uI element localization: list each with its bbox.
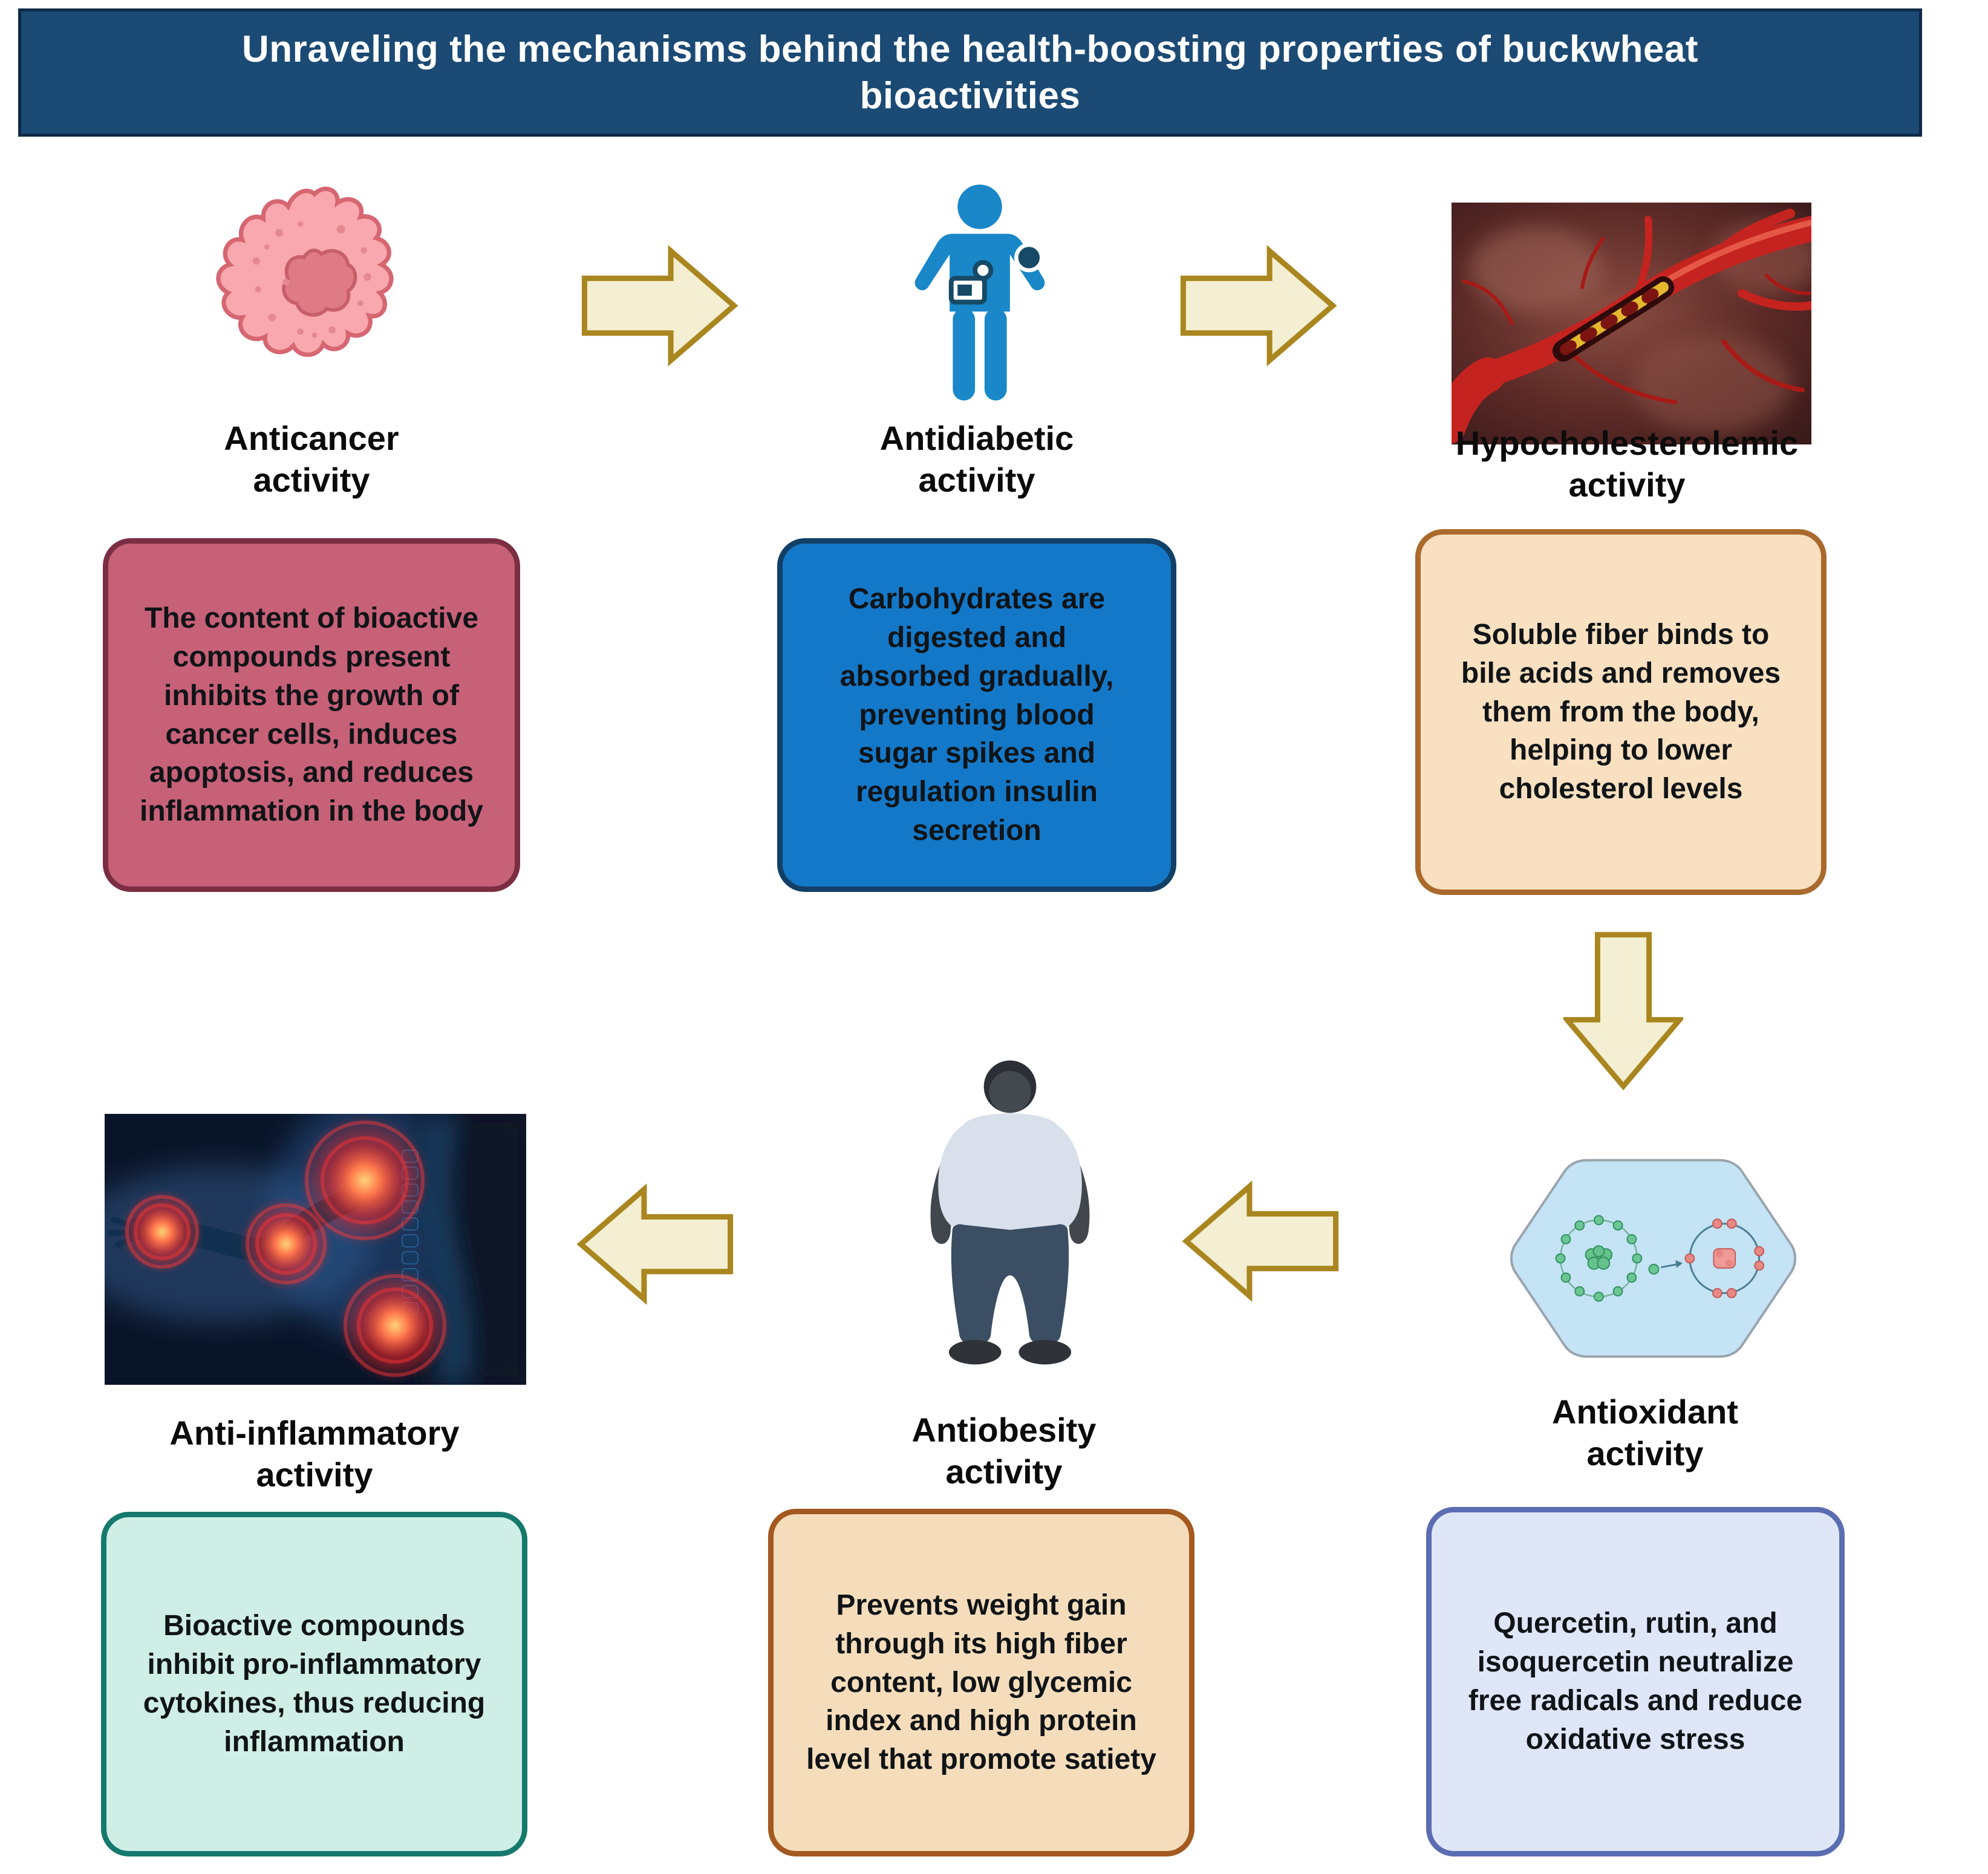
- cancer-cell-icon: [209, 178, 420, 393]
- anti-inflammatory-label-line1: Anti-inflammatory: [169, 1414, 460, 1452]
- arrow-left-icon: [1181, 1179, 1340, 1304]
- antioxidant-description-box: [1426, 1507, 1845, 1856]
- antiobesity-label: [792, 1409, 1216, 1493]
- hypocholesterolemic-description-box: [1415, 529, 1827, 895]
- antiobesity-description-box: [768, 1509, 1194, 1856]
- antiobesity-label-line2: activity: [945, 1453, 1063, 1491]
- anticancer-label-line2: activity: [253, 461, 370, 499]
- antidiabetic-label-line1: Antidiabetic: [879, 419, 1074, 457]
- hypocholesterolemic-label-line2: activity: [1568, 466, 1686, 504]
- hypocholesterolemic-description: Soluble fiber binds to bile acids and removes them from the body, helping to lower cholesterol levels: [1461, 618, 1781, 805]
- anti-inflammatory-label: [100, 1412, 529, 1496]
- antioxidant-label-line1: Antioxidant: [1552, 1393, 1738, 1431]
- antiobesity-label-line1: Antiobesity: [911, 1411, 1097, 1449]
- inflamed-joints-xray-image: [105, 1114, 526, 1385]
- anticancer-description-box: [103, 538, 520, 892]
- antidiabetic-label: [765, 417, 1188, 501]
- antiobesity-description: Prevents weight gain through its high fiber content, low glycemic index and high protein level that promote satiety: [806, 1589, 1156, 1776]
- anti-inflammatory-description-box: [101, 1512, 527, 1856]
- anticancer-label-line1: Anticancer: [224, 419, 399, 457]
- antidiabetic-label-line2: activity: [918, 461, 1035, 499]
- antioxidant-description: Quercetin, rutin, and isoquercetin neutralize free radicals and reduce oxidative stress: [1468, 1607, 1803, 1755]
- arrow-right-icon: [1179, 244, 1338, 368]
- antidiabetic-description-box: [777, 538, 1176, 892]
- hypocholesterolemic-label: [1415, 422, 1839, 506]
- title-line-1: Unraveling the mechanisms behind the health-boosting properties of buckwheat: [241, 28, 1699, 70]
- antioxidant-free-radical-atoms-icon: [1497, 1140, 1808, 1377]
- anti-inflammatory-label-line2: activity: [256, 1456, 373, 1494]
- arrow-down-icon: [1563, 930, 1683, 1091]
- anticancer-label: [100, 417, 523, 501]
- antidiabetic-description: Carbohydrates are digested and absorbed gradually, preventing blood sugar spikes and regulation insulin secretion: [839, 583, 1114, 847]
- arrow-left-icon: [576, 1182, 734, 1307]
- hypocholesterolemic-label-line1: Hypocholesterolemic: [1455, 424, 1799, 462]
- antioxidant-label-line2: activity: [1586, 1434, 1704, 1473]
- anticancer-description: The content of bioactive compounds present inhibits the growth of cancer cells, induces apoptosis, and reduces inflammation in the body: [139, 602, 483, 828]
- anti-inflammatory-description: Bioactive compounds inhibit pro-inflammatory cytokines, thus reducing inflammation: [143, 1610, 486, 1758]
- title-bar: [18, 8, 1922, 137]
- title-line-2: bioactivities: [859, 75, 1081, 117]
- blood-vessel-plaque-image: [1452, 203, 1811, 444]
- overweight-person-icon: [904, 1055, 1116, 1370]
- arrow-right-icon: [581, 244, 739, 368]
- antioxidant-label: [1433, 1391, 1857, 1475]
- person-glucose-monitor-icon: [892, 181, 1067, 435]
